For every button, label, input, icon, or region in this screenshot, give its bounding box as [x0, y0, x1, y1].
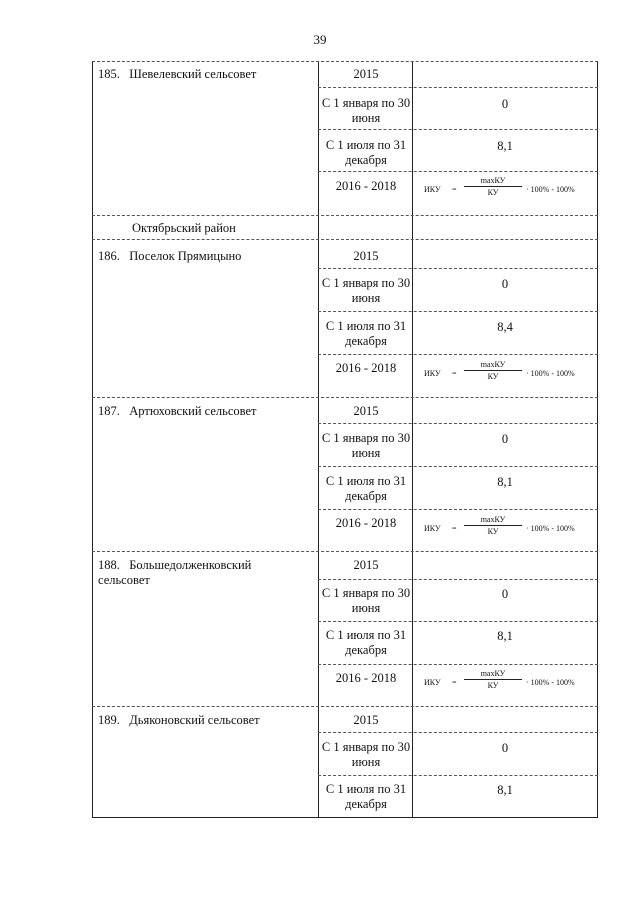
column-divider-period [412, 61, 413, 818]
row-line [318, 466, 598, 467]
row-line [318, 311, 598, 312]
row-line [318, 732, 598, 733]
row-name-189: 189. Дьяконовский сельсовет [98, 713, 260, 727]
value-jul-dec: 8,4 [497, 320, 513, 334]
period-jan-jun: С 1 января по 30 июня [321, 586, 411, 615]
row-name-186: 186. Поселок Прямицыно [98, 249, 242, 263]
column-divider-name [318, 61, 319, 818]
value-jul-dec: 8,1 [497, 139, 513, 153]
period-year: 2015 [353, 67, 379, 81]
row-name-185: 185. Шевелевский сельсовет [98, 67, 257, 81]
row-line [92, 397, 598, 398]
value-jan-jun: 0 [501, 741, 509, 755]
value-jan-jun: 0 [501, 432, 509, 446]
period-jul-dec: С 1 июля по 31 декабря [325, 138, 407, 167]
district-header: Октябрьский район [132, 221, 236, 235]
row-line [318, 129, 598, 130]
row-line [92, 239, 598, 240]
period-jan-jun: С 1 января по 30 июня [321, 431, 411, 460]
formula: ИКУ = maxКУ КУ · 100% - 100% [424, 360, 575, 381]
formula: ИКУ = maxКУ КУ · 100% - 100% [424, 515, 575, 536]
row-line [318, 509, 598, 510]
formula: ИКУ = maxКУ КУ · 100% - 100% [424, 669, 575, 690]
value-jan-jun: 0 [501, 97, 509, 111]
period-jan-jun: С 1 января по 30 июня [321, 276, 411, 305]
value-jul-dec: 8,1 [497, 475, 513, 489]
period-jul-dec: С 1 июля по 31 декабря [325, 782, 407, 811]
period-jul-dec: С 1 июля по 31 декабря [325, 474, 407, 503]
table-bottom-line [92, 817, 598, 818]
row-line [318, 268, 598, 269]
period-2016-2018: 2016 - 2018 [335, 179, 397, 193]
period-year: 2015 [353, 713, 379, 727]
table-border-right [597, 61, 598, 818]
period-2016-2018: 2016 - 2018 [335, 516, 397, 530]
row-line [318, 171, 598, 172]
period-year: 2015 [353, 558, 379, 572]
row-line [318, 423, 598, 424]
period-2016-2018: 2016 - 2018 [335, 671, 397, 685]
period-jan-jun: С 1 января по 30 июня [321, 96, 411, 125]
row-line [92, 61, 598, 62]
period-jul-dec: С 1 июля по 31 декабря [325, 628, 407, 657]
row-line [318, 775, 598, 776]
value-jan-jun: 0 [501, 587, 509, 601]
row-line [318, 579, 598, 580]
row-line [318, 664, 598, 665]
tariff-table [92, 61, 598, 818]
period-2016-2018: 2016 - 2018 [335, 361, 397, 375]
row-name-188: 188. Большедолженковский сельсовет [98, 558, 252, 587]
table-border-left [92, 61, 93, 818]
value-jan-jun: 0 [501, 277, 509, 291]
period-jul-dec: С 1 июля по 31 декабря [325, 319, 407, 348]
value-jul-dec: 8,1 [497, 783, 513, 797]
row-line [92, 551, 598, 552]
period-year: 2015 [353, 404, 379, 418]
page-number: 39 [313, 32, 327, 47]
row-line [92, 215, 598, 216]
period-year: 2015 [353, 249, 379, 263]
row-line [318, 354, 598, 355]
row-name-187: 187. Артюховский сельсовет [98, 404, 257, 418]
value-jul-dec: 8,1 [497, 629, 513, 643]
row-line [318, 621, 598, 622]
period-jan-jun: С 1 января по 30 июня [321, 740, 411, 769]
row-line [92, 706, 598, 707]
row-line [318, 87, 598, 88]
formula: ИКУ = maxКУ КУ · 100% - 100% [424, 176, 575, 197]
